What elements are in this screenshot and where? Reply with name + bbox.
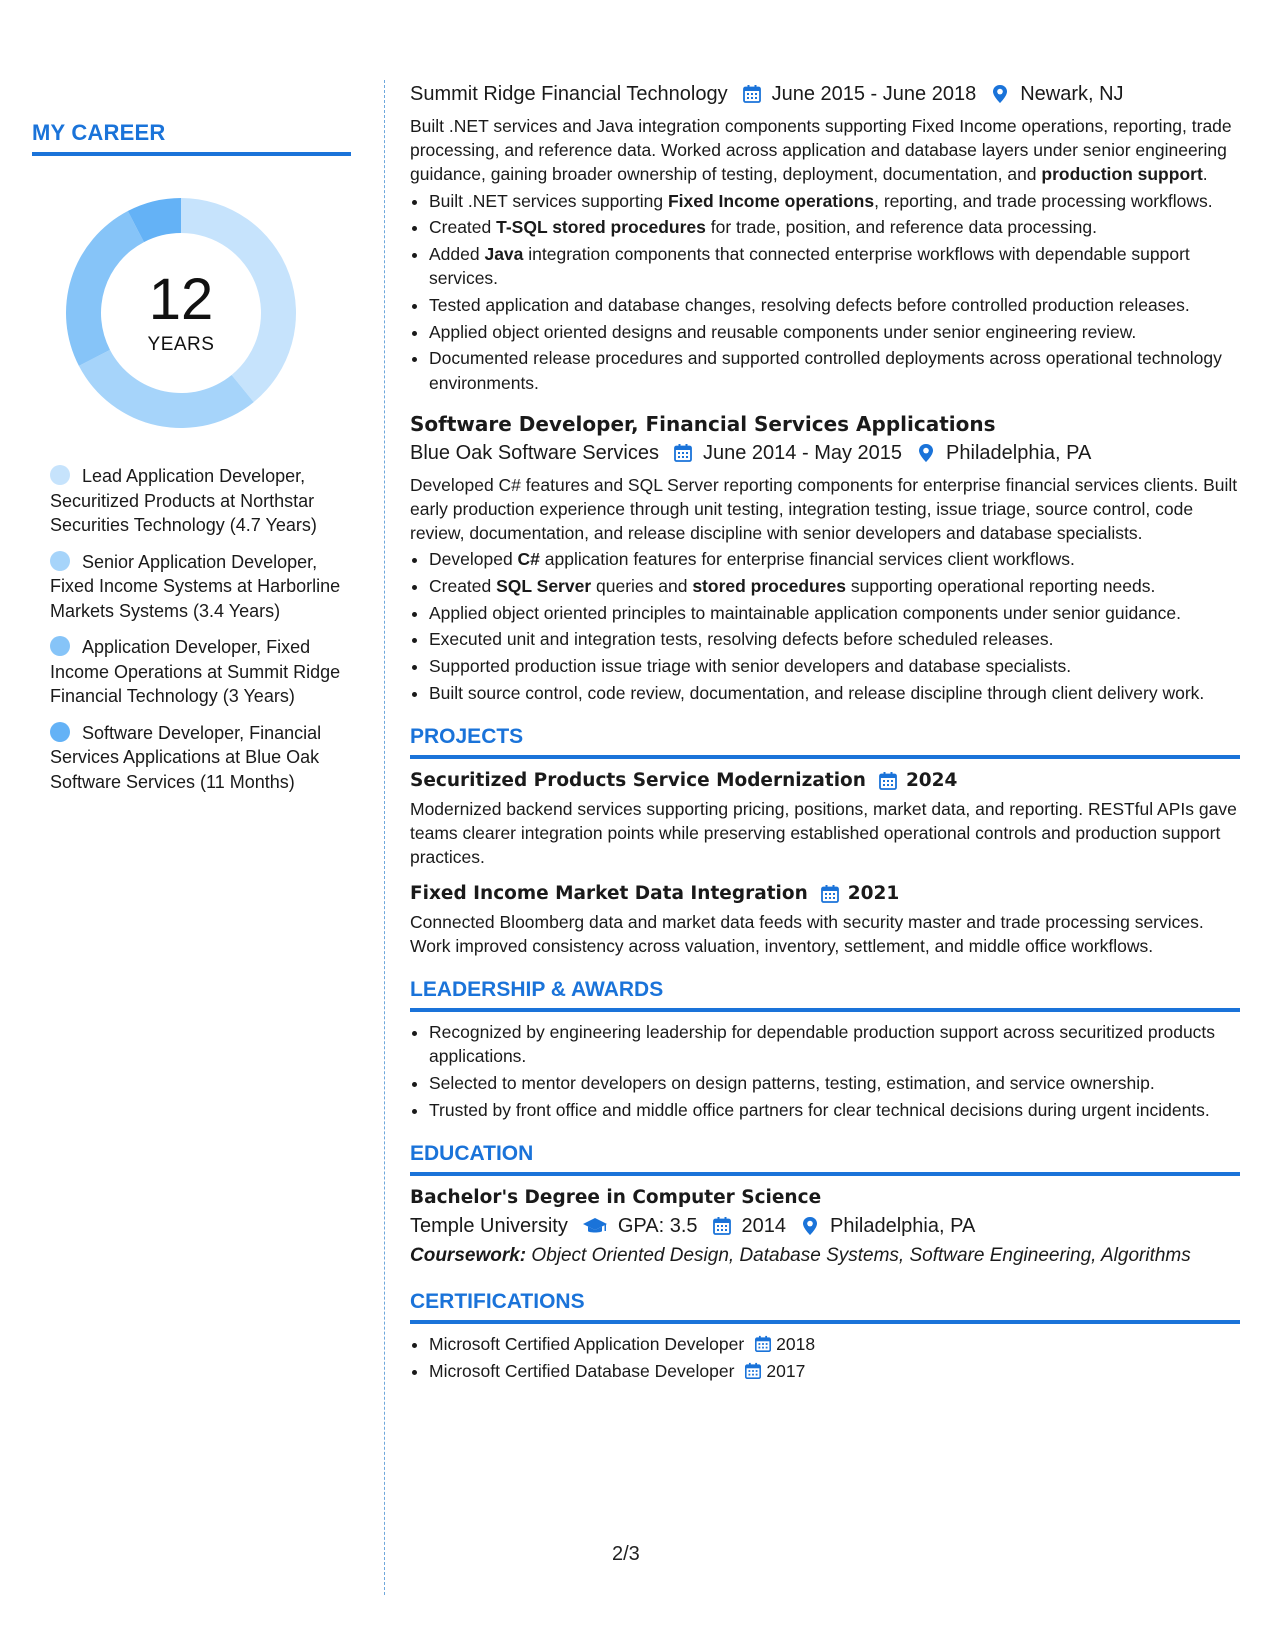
total-years-unit: YEARS (147, 334, 215, 355)
degree-title: Bachelor's Degree in Computer Science (410, 1186, 822, 1208)
job-title: Software Developer, Financial Services Applications (410, 411, 996, 436)
job-dates: June 2015 - June 2018 (771, 83, 977, 105)
cert-name: • Microsoft Certified Application Developer (429, 1333, 745, 1354)
list-item: • Added Java integration components that connected enterprise workflows with dependable support services. (429, 242, 1240, 290)
company-name: Summit Ridge Financial Technology (410, 83, 728, 105)
legend-item (50, 464, 350, 538)
cert-year: 2017 (766, 1360, 806, 1381)
education-meta (410, 1212, 1240, 1240)
legend-item (50, 721, 350, 795)
job-meta (410, 439, 1240, 467)
graduation-cap-icon (582, 1216, 608, 1236)
map-pin-icon (916, 443, 936, 463)
legend-label: Software Developer, Financial Services Applications at Blue Oak Software Services (11 Months) (50, 722, 322, 792)
calendar-icon (878, 771, 898, 791)
career-section-rule (32, 152, 351, 156)
list-item: • Built source control, code review, documentation, and release discipline through client delivery work. (429, 681, 1240, 705)
leadership-list (410, 1020, 1240, 1122)
sidebar (32, 120, 352, 806)
section-rule (410, 1320, 1240, 1324)
graduation-year: 2014 (741, 1214, 786, 1237)
project-description: Modernized backend services supporting pricing, positions, market data, and reporting. RESTful APIs gave teams clearer integration points while preserving established operational controls and production support practices. (410, 799, 1237, 868)
list-item: • Tested application and database changes, resolving defects before controlled production releases. (429, 293, 1240, 317)
project-year: 2021 (847, 882, 900, 904)
legend-label: Senior Application Developer, Fixed Income Systems at Harborline Markets Systems (3.4 Years) (50, 551, 341, 621)
job-blueoak (410, 409, 1240, 705)
list-item: • Documented release procedures and supported controlled deployments across operational technology environments. (429, 346, 1240, 394)
gpa: GPA: 3.5 (617, 1214, 698, 1237)
projects-section-title: PROJECTS (410, 725, 524, 749)
list-item: • Created T-SQL stored procedures for trade, position, and reference data processing. (429, 215, 1240, 239)
job-bullets (410, 547, 1240, 705)
job-summary: Developed C# features and SQL Server reporting components for enterprise financial services clients. Built early production experience through unit testing, integration testing, issue triage, source control, code review, documentation, and release discipline with senior developers and database specialists. (410, 474, 1238, 544)
job-dates: June 2014 - May 2015 (703, 441, 903, 464)
section-rule (410, 755, 1240, 759)
education-section-title: EDUCATION (410, 1141, 534, 1165)
section-rule (410, 1008, 1240, 1012)
legend-dot (50, 722, 70, 742)
job-summit (410, 80, 1240, 395)
section-rule (410, 1172, 1240, 1176)
calendar-icon (673, 443, 693, 463)
job-location: Philadelphia, PA (946, 441, 1092, 464)
cert-year: 2018 (776, 1333, 816, 1354)
legend-item (50, 635, 350, 709)
coursework (410, 1242, 1240, 1270)
coursework-label: Coursework: (410, 1244, 527, 1266)
project-item (410, 880, 1240, 958)
project-title-row (410, 767, 1240, 795)
legend-label: Application Developer, Fixed Income Operations at Summit Ridge Financial Technology (3 Years) (50, 637, 341, 706)
list-item: • Applied object oriented designs and reusable components under senior engineering review. (429, 320, 1240, 344)
school-name: Temple University (410, 1214, 568, 1237)
career-section-title: MY CAREER (32, 120, 166, 145)
calendar-icon (754, 1335, 772, 1353)
list-item: • Built .NET services supporting Fixed Income operations, reporting, and trade processing workflows. (429, 189, 1240, 213)
list-item: • Recognized by engineering leadership for dependable production support across securitized products applications. (429, 1020, 1240, 1068)
calendar-icon (820, 884, 840, 904)
main-content (410, 80, 1240, 1385)
project-year: 2024 (905, 770, 958, 792)
list-item: • Supported production issue triage with senior developers and database specialists. (429, 654, 1240, 678)
page-number: 2/3 (612, 1543, 640, 1565)
list-item (429, 1359, 1240, 1383)
job-location: Newark, NJ (1020, 83, 1124, 105)
list-item: • Created SQL Server queries and stored procedures supporting operational reporting needs. (429, 574, 1240, 598)
project-title: Fixed Income Market Data Integration (410, 882, 808, 904)
legend-dot (50, 636, 70, 656)
list-item: • Trusted by front office and middle office partners for clear technical decisions during urgent incidents. (429, 1098, 1240, 1122)
map-pin-icon (800, 1216, 820, 1236)
job-meta (410, 80, 1240, 108)
project-title-row (410, 880, 1240, 908)
total-years-value: 12 (148, 267, 214, 332)
legend-item (50, 550, 350, 624)
job-summary: Built .NET services and Java integration components supporting Fixed Income operations, reporting, trade processing, and reference data. Worked across application and database layers under senior engineering guidance, gaining broader ownership of testing, deployment, documentation, and production support. (410, 116, 1232, 185)
list-item: • Executed unit and integration tests, resolving defects before scheduled releases. (429, 627, 1240, 651)
list-item (429, 1332, 1240, 1356)
list-item: • Applied object oriented principles to maintainable application components under senior guidance. (429, 601, 1240, 625)
career-donut-chart (66, 198, 296, 428)
leadership-section-title: LEADERSHIP & AWARDS (410, 978, 664, 1002)
list-item: • Developed C# application features for enterprise financial services client workflows. (429, 547, 1240, 571)
calendar-icon (742, 84, 762, 104)
company-name: Blue Oak Software Services (410, 441, 659, 464)
career-legend (32, 464, 350, 794)
list-item: • Selected to mentor developers on design patterns, testing, estimation, and service ownership. (429, 1071, 1240, 1095)
job-bullets (410, 189, 1240, 395)
project-title: Securitized Products Service Modernization (410, 770, 866, 792)
certifications-list (410, 1332, 1240, 1383)
cert-name: • Microsoft Certified Database Developer (429, 1360, 735, 1381)
column-divider (384, 80, 385, 1595)
project-item (410, 767, 1240, 870)
calendar-icon (744, 1362, 762, 1380)
donut-center (66, 198, 296, 428)
coursework-list: Object Oriented Design, Database Systems, Software Engineering, Algorithms (526, 1244, 1191, 1266)
legend-dot (50, 465, 70, 485)
map-pin-icon (990, 84, 1010, 104)
legend-label: Lead Application Developer, Securitized Products at Northstar Securities Technology (4.7 Years) (50, 466, 317, 535)
school-location: Philadelphia, PA (830, 1214, 976, 1237)
certifications-section-title: CERTIFICATIONS (410, 1289, 585, 1313)
project-description: Connected Bloomberg data and market data feeds with security master and trade processing services. Work improved consistency across valuation, inventory, settlement, and middle office workflows. (410, 911, 1204, 956)
legend-dot (50, 551, 70, 571)
calendar-icon (712, 1216, 732, 1236)
